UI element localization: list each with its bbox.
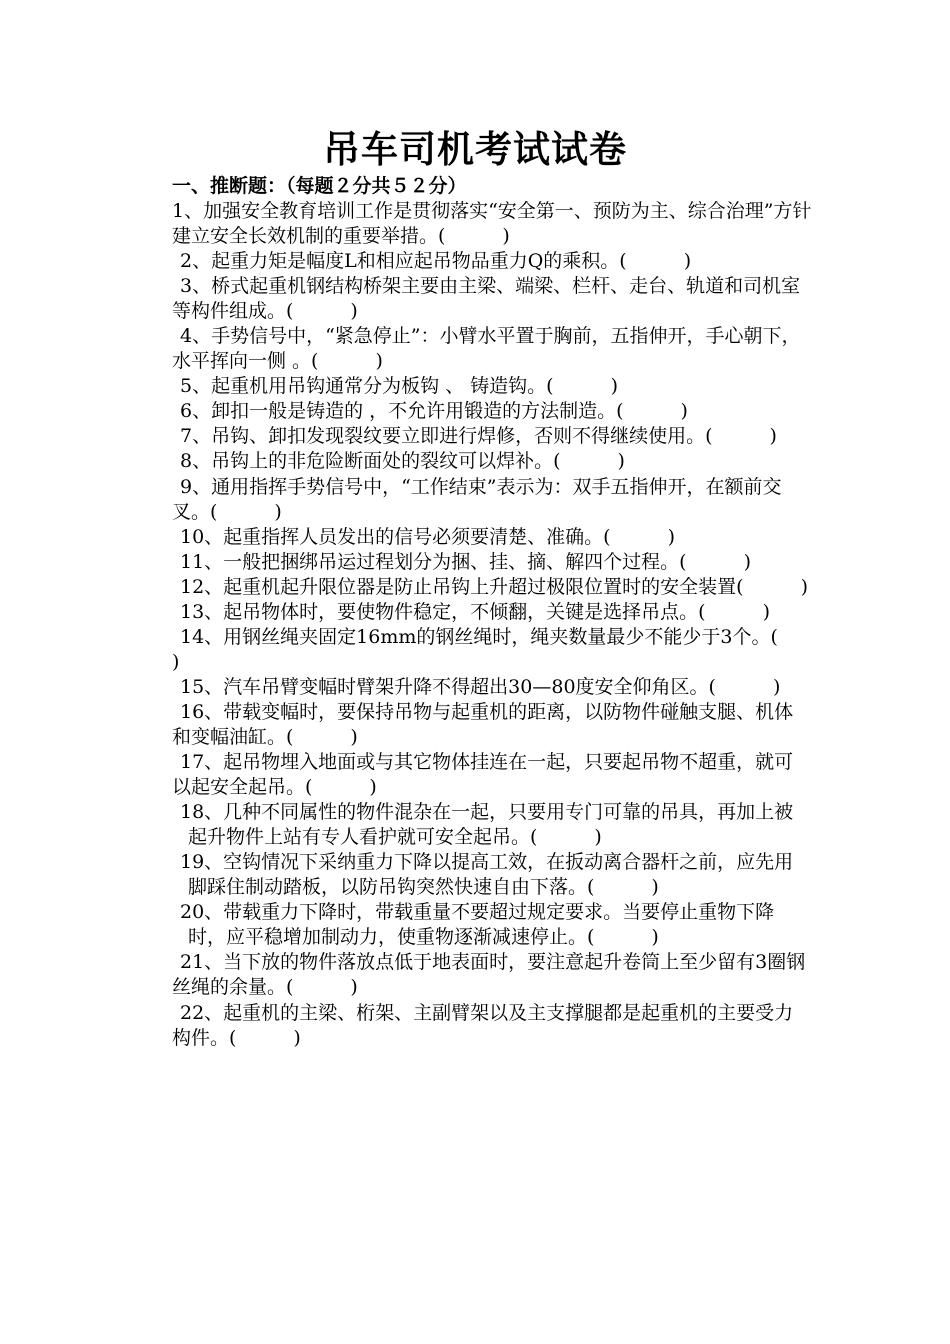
question-item: 16、带载变幅时，要保持吊物与起重机的距离，以防物件碰触支腿、机体和变幅油缸。( )	[172, 700, 794, 748]
question-item: 6、卸扣一般是铸造的 ，不允许用锻造的方法制造。( )	[180, 400, 688, 423]
question-item: 2、起重力矩是幅度L和相应起吊物品重力Q的乘积。( )	[180, 250, 692, 273]
question-item: 13、起吊物体时，要使物件稳定，不倾翻，关键是选择吊点。( )	[180, 600, 771, 623]
question-item: 22、起重机的主梁、桁架、主副臂架以及主支撑腿都是起重机的主要受力构件。( )	[172, 1001, 794, 1049]
question-item: 21、当下放的物件落放点低于地表面时，要注意起升卷筒上至少留有3圈钢丝绳的余量。( )	[172, 951, 806, 999]
page-title: 吊车司机考试试卷	[323, 128, 627, 171]
question-item: 15、汽车吊臂变幅时臂架升降不得超出30—80度安全仰角区。( )	[180, 675, 781, 698]
section-heading: 一、推断题：（每题２分共５２分）	[172, 175, 467, 197]
question-item: 5、起重机用吊钩通常分为板钩 、 铸造钩。( )	[180, 375, 618, 398]
question-item: 19、空钩情况下采纳重力下降以提高工效，在扳动离合器杆之前，应先用脚踩住制动踏板，以防吊钩突然快速自由下落。( )	[180, 851, 794, 899]
question-item: 8、吊钩上的非危险断面处的裂纹可以焊补。( )	[180, 450, 625, 473]
question-item: 20、带载重力下降时，带载重量不要超过规定要求。当要停止重物下降时，应平稳增加制动力，使重物逐渐减速停止。( )	[180, 901, 775, 949]
question-list	[0, 199, 950, 1051]
question-item: 1、加强安全教育培训工作是贯彻落实“安全第一、预防为主、综合治理”方针建立安全长效机制的重要举措。( )	[172, 200, 812, 248]
question-item: 7、吊钩、卸扣发现裂纹要立即进行焊修，否则不得继续使用。( )	[180, 425, 777, 448]
question-item: 11、一般把捆绑吊运过程划分为捆、挂、摘、解四个过程。( )	[180, 550, 752, 573]
question-item: 17、起吊物埋入地面或与其它物体挂连在一起，只要起吊物不超重，就可以起安全起吊。( )	[172, 751, 794, 799]
question-item: 18、几种不同属性的物件混杂在一起，只要用专门可靠的吊具，再加上被起升物件上站有专人看护就可安全起吊。( )	[180, 801, 794, 849]
question-item: 4、手势信号中，“紧急停止”：小臂水平置于胸前，五指伸开，手心朝下，水平挥向一侧 。( )	[172, 325, 801, 373]
question-item: 3、桥式起重机钢结构桥架主要由主梁、端梁、栏杆、走台、轨道和司机室等构件组成。( )	[172, 275, 801, 323]
question-item: 12、起重机起升限位器是防止吊钩上升超过极限位置时的安全装置( )	[180, 575, 809, 598]
question-item: 10、起重指挥人员发出的信号必须要清楚、准确。( )	[180, 525, 676, 548]
question-item: 14、用钢丝绳夹固定16mm的钢丝绳时，绳夹数量最少不能少于3个。( )	[172, 625, 835, 673]
question-item: 9、通用指挥手势信号中，“工作结束”表示为：双手五指伸开，在额前交叉。( )	[172, 475, 782, 523]
